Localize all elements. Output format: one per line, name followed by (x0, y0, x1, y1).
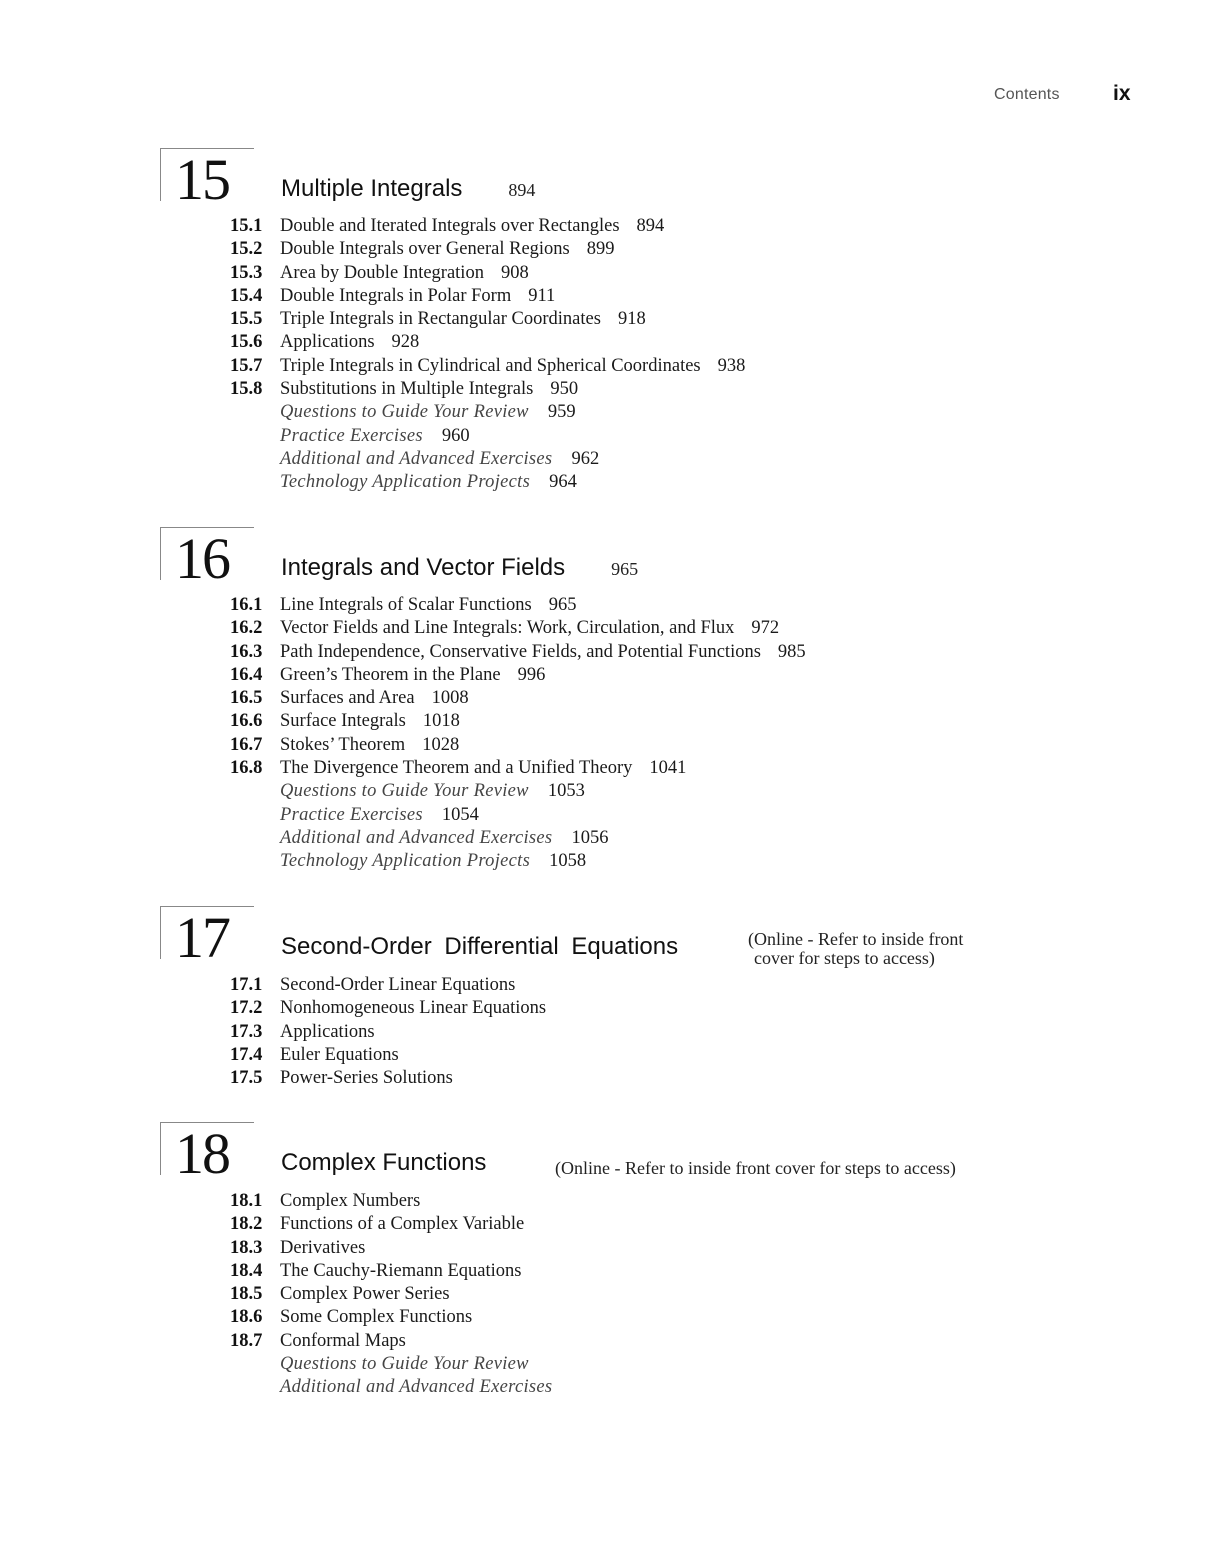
section-title[interactable]: Double Integrals in Polar Form (280, 285, 512, 306)
extra-page: 960 (441, 425, 470, 446)
extra-title[interactable]: Practice Exercises (280, 425, 423, 446)
toc-entry[interactable] (230, 378, 745, 401)
section-number: 16.1 (230, 595, 263, 615)
section-number: 15.5 (230, 309, 263, 330)
section-number: 15.6 (230, 332, 263, 353)
chapter-title-text[interactable]: Integrals and Vector Fields (281, 554, 566, 581)
chapter-title[interactable] (281, 1149, 486, 1177)
toc-entry[interactable] (230, 594, 806, 617)
toc-entry[interactable] (230, 1067, 546, 1090)
section-number: 16.6 (230, 711, 263, 732)
toc-entry[interactable] (230, 262, 745, 285)
extra-page: 1053 (547, 781, 585, 802)
section-title[interactable]: Double and Iterated Integrals over Rectangles (280, 216, 620, 236)
toc-entry[interactable] (230, 1330, 552, 1353)
section-title[interactable]: Stokes’ Theorem (280, 734, 406, 755)
section-number: 15.8 (230, 379, 263, 400)
section-title[interactable]: Applications (280, 1021, 375, 1042)
section-title[interactable]: Surface Integrals (280, 711, 406, 732)
running-head-label: Contents (994, 86, 1060, 103)
online-note-line-2: cover for steps to access) (754, 948, 935, 968)
section-title[interactable]: Surfaces and Area (280, 688, 415, 709)
section-page: 928 (391, 332, 420, 353)
section-title[interactable]: Derivatives (280, 1237, 366, 1258)
section-title[interactable]: Power-Series Solutions (280, 1068, 453, 1089)
section-list (230, 974, 546, 1090)
section-title[interactable]: Vector Fields and Line Integrals: Work, Circulation, and Flux (280, 618, 735, 639)
online-note-line-1: (Online - Refer to inside front (748, 929, 964, 949)
section-number: 17.1 (230, 975, 263, 995)
extra-title[interactable]: Questions to Guide Your Review (280, 402, 529, 423)
section-number: 15.3 (230, 262, 263, 283)
section-title[interactable]: Euler Equations (280, 1044, 399, 1065)
section-title[interactable]: Substitutions in Multiple Integrals (280, 379, 534, 400)
toc-entry[interactable] (230, 1237, 552, 1260)
toc-extra-entry[interactable] (230, 1353, 552, 1376)
section-title[interactable]: The Divergence Theorem and a Unified Theory (280, 758, 633, 779)
toc-extra-entry[interactable] (230, 780, 806, 803)
section-page: 1018 (422, 711, 460, 732)
toc-entry[interactable] (230, 285, 745, 308)
section-title[interactable]: The Cauchy-Riemann Equations (280, 1260, 522, 1281)
chapter-page: 965 (611, 559, 639, 579)
extra-title[interactable]: Additional and Advanced Exercises (280, 448, 553, 469)
toc-entry[interactable] (230, 1190, 552, 1213)
section-number: 18.6 (230, 1307, 263, 1328)
toc-entry[interactable] (230, 1283, 552, 1306)
section-number: 16.7 (230, 734, 263, 755)
toc-entry[interactable] (230, 1306, 552, 1329)
toc-entry[interactable] (230, 687, 806, 710)
section-number: 18.5 (230, 1284, 263, 1305)
section-number: 15.2 (230, 239, 263, 260)
chapter-number: 15 (175, 147, 229, 212)
extra-title[interactable]: Practice Exercises (280, 804, 423, 825)
chapter-page: 894 (508, 180, 536, 200)
extra-title[interactable]: Additional and Advanced Exercises (280, 827, 553, 848)
toc-entry[interactable] (230, 1213, 552, 1236)
section-page: 1008 (431, 688, 469, 709)
page-number: ix (1113, 82, 1131, 105)
section-page: 908 (500, 262, 529, 283)
toc-entry[interactable] (230, 664, 806, 687)
section-page: 894 (636, 216, 665, 236)
section-page: 938 (717, 355, 746, 376)
section-page: 972 (751, 618, 780, 639)
section-title[interactable]: Conformal Maps (280, 1330, 406, 1351)
section-page: 985 (777, 641, 806, 662)
chapter-title[interactable] (281, 933, 678, 961)
extra-title[interactable]: Additional and Advanced Exercises (280, 1377, 553, 1398)
toc-entry[interactable] (230, 238, 745, 261)
section-title[interactable]: Complex Power Series (280, 1284, 450, 1305)
section-title[interactable]: Second-Order Linear Equations (280, 975, 516, 995)
section-page: 899 (586, 239, 615, 260)
toc-entry[interactable] (230, 974, 546, 997)
chapter-title-text[interactable]: Complex Functions (281, 1149, 487, 1176)
section-number: 16.8 (230, 758, 263, 779)
section-number: 17.3 (230, 1021, 263, 1042)
toc-entry[interactable] (230, 757, 806, 780)
toc-entry[interactable] (230, 1021, 546, 1044)
toc-entry[interactable] (230, 734, 806, 757)
section-number: 18.3 (230, 1237, 263, 1258)
extra-page: 1056 (571, 827, 609, 848)
toc-extra-entry[interactable] (230, 850, 806, 873)
section-number: 18.7 (230, 1330, 263, 1351)
toc-entry[interactable] (230, 355, 745, 378)
section-title[interactable]: Triple Integrals in Cylindrical and Spherical Coordinates (280, 355, 701, 376)
toc-extra-entry[interactable] (230, 448, 745, 471)
extra-page: 1058 (549, 851, 587, 872)
section-title[interactable]: Line Integrals of Scalar Functions (280, 595, 532, 615)
section-list (230, 594, 806, 874)
extra-page: 962 (571, 448, 600, 469)
section-number: 17.2 (230, 998, 263, 1019)
toc-extra-entry[interactable] (230, 1376, 552, 1399)
section-number: 16.3 (230, 641, 263, 662)
section-number: 15.1 (230, 216, 263, 236)
section-title[interactable]: Some Complex Functions (280, 1307, 473, 1328)
chapter-title-text[interactable]: Second-Order Differential Equations (281, 933, 679, 960)
extra-title[interactable]: Technology Application Projects (280, 472, 531, 493)
section-page: 1041 (649, 758, 687, 779)
section-title[interactable]: Path Independence, Conservative Fields, and Potential Functions (280, 641, 761, 662)
section-list (230, 1190, 552, 1400)
toc-entry[interactable] (230, 308, 745, 331)
chapter-online-note (748, 930, 963, 968)
section-number: 17.4 (230, 1044, 263, 1065)
chapter-title[interactable] (281, 175, 535, 203)
section-number: 18.4 (230, 1260, 263, 1281)
toc-entry[interactable] (230, 215, 745, 238)
toc-entry[interactable] (230, 1044, 546, 1067)
chapter-title[interactable] (281, 554, 638, 582)
toc-entry[interactable] (230, 1260, 552, 1283)
extra-title[interactable]: Technology Application Projects (280, 851, 531, 872)
toc-extra-entry[interactable] (230, 471, 745, 494)
section-number: 17.5 (230, 1068, 263, 1089)
section-title[interactable]: Complex Numbers (280, 1191, 421, 1211)
toc-entry[interactable] (230, 710, 806, 733)
toc-extra-entry[interactable] (230, 827, 806, 850)
section-number: 16.5 (230, 688, 263, 709)
toc-extra-entry[interactable] (230, 425, 745, 448)
extra-title[interactable]: Questions to Guide Your Review (280, 1354, 529, 1375)
toc-entry[interactable] (230, 997, 546, 1020)
section-page: 996 (517, 664, 546, 685)
extra-page: 959 (547, 402, 576, 423)
toc-extra-entry[interactable] (230, 401, 745, 424)
chapter-online-note: (Online - Refer to inside front cover for steps to access) (555, 1158, 956, 1178)
chapter-number: 17 (175, 905, 229, 970)
toc-entry[interactable] (230, 331, 745, 354)
toc-entry[interactable] (230, 617, 806, 640)
section-page: 950 (550, 379, 579, 400)
section-title[interactable]: Green’s Theorem in the Plane (280, 664, 501, 685)
section-number: 18.1 (230, 1191, 263, 1211)
extra-title[interactable]: Questions to Guide Your Review (280, 781, 529, 802)
section-list (230, 215, 745, 495)
section-page: 1028 (422, 734, 460, 755)
section-number: 16.4 (230, 664, 263, 685)
section-number: 15.7 (230, 355, 263, 376)
section-title[interactable]: Double Integrals over General Regions (280, 239, 570, 260)
section-title[interactable]: Functions of a Complex Variable (280, 1214, 525, 1235)
section-page: 918 (617, 309, 646, 330)
chapter-number: 16 (175, 526, 229, 591)
section-number: 18.2 (230, 1214, 263, 1235)
extra-page: 1054 (441, 804, 479, 825)
section-page: 965 (548, 595, 577, 615)
section-title[interactable]: Area by Double Integration (280, 262, 484, 283)
section-number: 16.2 (230, 618, 263, 639)
chapter-number: 18 (175, 1121, 229, 1186)
extra-page: 964 (549, 472, 577, 493)
section-title[interactable]: Triple Integrals in Rectangular Coordinates (280, 309, 601, 330)
chapter-title-text[interactable]: Multiple Integrals (281, 175, 463, 202)
toc-entry[interactable] (230, 641, 806, 664)
section-title[interactable]: Nonhomogeneous Linear Equations (280, 998, 547, 1019)
toc-extra-entry[interactable] (230, 804, 806, 827)
section-title[interactable]: Applications (280, 332, 375, 353)
section-number: 15.4 (230, 285, 263, 306)
section-page: 911 (528, 285, 556, 306)
